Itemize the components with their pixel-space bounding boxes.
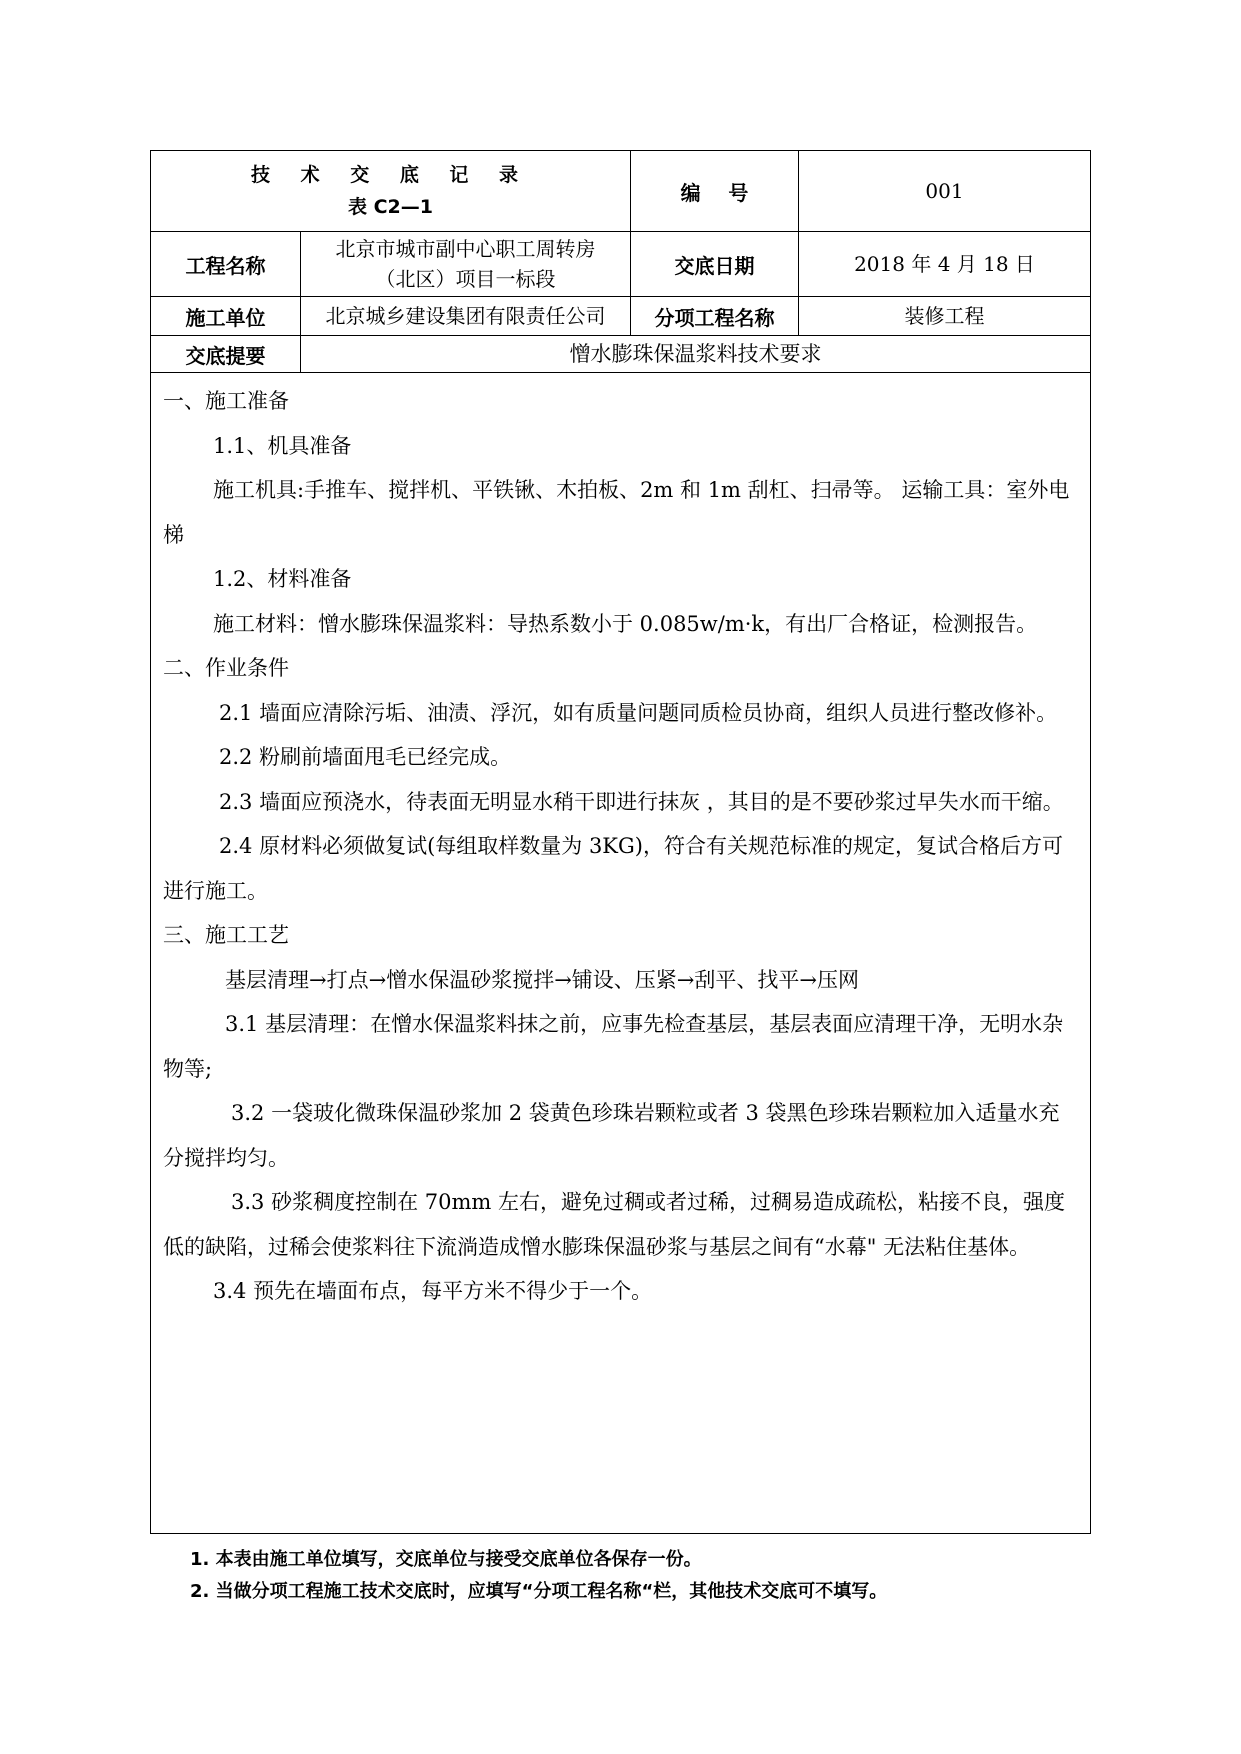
subproject-label: 分项工程名称 [631,297,799,336]
section-heading: 一、施工准备 [163,389,289,413]
unit-label: 施工单位 [151,297,301,336]
number-value: 001 [799,151,1091,232]
disclosure-form-table [150,150,1091,1534]
subsection-heading: 1.2、材料准备 [213,567,352,591]
form-title: 技 术 交 底 记 录 [250,164,531,186]
paragraph: 3.2 一袋玻化微珠保温砂浆加 2 袋黄色珍珠岩颗粒或者 3 袋黑色珍珠岩颗粒加入适量水充分搅拌均匀。 [163,1101,1060,1170]
unit-value: 北京城乡建设集团有限责任公司 [301,297,631,336]
date-value: 2018 年 4 月 18 日 [799,232,1091,297]
subsection-heading: 1.1、机具准备 [213,433,352,458]
form-notes [150,1544,1090,1608]
paragraph: 施工材料：憎水膨珠保温浆料：导热系数小于 0.085w/m·k，有出厂合格证，检测报告。 [213,611,1038,636]
number-label: 编 号 [631,151,799,232]
paragraph: 3.4 预先在墙面布点，每平方米不得少于一个。 [213,1279,653,1303]
record-page [150,150,1090,1608]
project-name-line1: 北京市城市副中心职工周转房 [335,237,596,261]
subproject-value: 装修工程 [799,297,1091,336]
paragraph: 2.1 墙面应清除污垢、油渍、浮沉，如有质量问题同质检员协商，组织人员进行整改修补。 [219,700,1058,725]
process-flow: 基层清理→打点→憎水保温砂浆搅拌→铺设、压紧→刮平、找平→压网 [225,967,859,992]
paragraph: 2.4 原材料必须做复试(每组取样数量为 3KG)，符合有关规范标准的规定，复试合格后方可进行施工。 [163,834,1063,903]
section-heading: 三、施工工艺 [163,923,289,947]
form-title-cell [151,151,631,232]
paragraph: 2.3 墙面应预浇水，待表面无明显水稍干即进行抹灰 ，其目的是不要砂浆过早失水而干缩。 [219,789,1064,814]
project-name-line2: （北区）项目一标段 [375,267,556,291]
section-heading: 二、作业条件 [163,656,289,680]
note-item: 1. 本表由施工单位填写，交底单位与接受交底单位各保存一份。 [190,1549,702,1570]
paragraph: 3.3 砂浆稠度控制在 70mm 左右，避免过稠或者过稀，过稠易造成疏松，粘接不良，强度低的缺陷，过稀会使浆料往下流淌造成憎水膨珠保温砂浆与基层之间有“水幕" 无法粘住基体。 [163,1190,1065,1259]
note-item: 2. 当做分项工程施工技术交底时，应填写“分项工程名称“栏，其他技术交底可不填写。 [190,1581,888,1602]
paragraph: 3.1 基层清理：在憎水保温浆料抹之前，应事先检查基层，基层表面应清理干净，无明水杂物等; [163,1012,1064,1081]
paragraph: 2.2 粉刷前墙面甩毛已经完成。 [219,745,512,769]
summary-value: 憎水膨珠保温浆料技术要求 [301,336,1091,373]
form-code: 表 C2—1 [348,196,433,218]
summary-label: 交底提要 [151,336,301,373]
project-name-value [301,232,631,297]
project-name-label: 工程名称 [151,232,301,297]
disclosure-content-cell [151,373,1091,1534]
paragraph: 施工机具:手推车、搅拌机、平铁锹、木拍板、2m 和 1m 刮杠、扫帚等。 运输工具：室外电梯 [163,478,1070,547]
date-label: 交底日期 [631,232,799,297]
disclosure-content [151,373,1090,1314]
